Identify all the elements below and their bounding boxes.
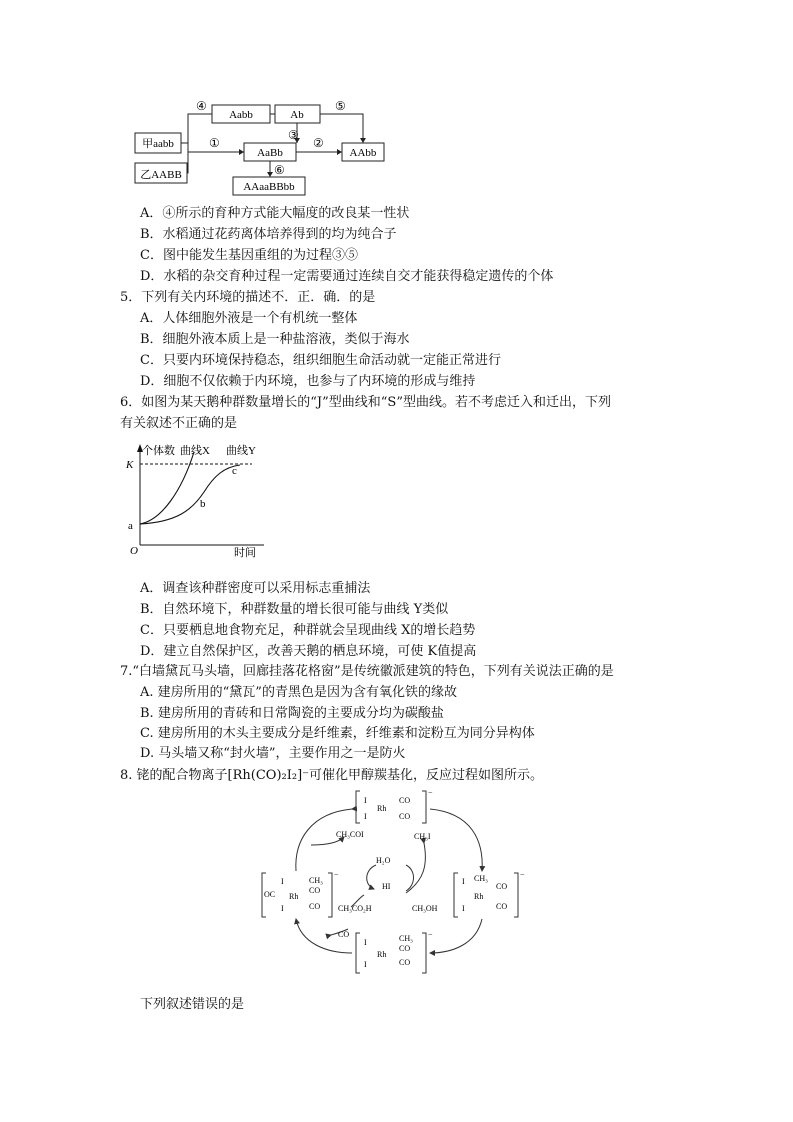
graph-xlabel: 时间 — [234, 547, 256, 559]
q4-option-c: C．图中能发生基因重组的为过程③⑤ — [140, 248, 358, 263]
svg-text:Rh: Rh — [377, 804, 387, 813]
graph-b-label: b — [200, 498, 206, 510]
q6-option-b: B．自然环境下，种群数量的增长很可能与曲线 Y类似 — [140, 602, 449, 617]
step-1: ① — [209, 136, 220, 150]
svg-text:CO: CO — [496, 902, 508, 911]
graph-curve-x-label: 曲线X — [180, 445, 210, 457]
step-6: ⑥ — [274, 163, 285, 177]
svg-text:Rh: Rh — [474, 892, 484, 901]
node-parent-a: 甲aabb — [142, 138, 174, 150]
q5-option-c: C．只要内环境保持稳态，组织细胞生命活动就一定能正常进行 — [140, 353, 501, 368]
node-aabb-right: AAbb — [349, 147, 377, 159]
q4-option-d: D．水稻的杂交育种过程一定需要通过连续自交才能获得稳定遗传的个体 — [140, 269, 554, 284]
step-5: ⑤ — [335, 99, 346, 113]
species-ch3coi: CH₃COI — [336, 830, 364, 839]
svg-text:I: I — [364, 796, 367, 805]
graph-c-label: c — [232, 465, 237, 477]
step-3: ③ — [288, 128, 299, 142]
breeding-diagram — [130, 95, 390, 200]
node-poly: AAaaBBbb — [243, 181, 295, 193]
svg-text:CO: CO — [399, 796, 411, 805]
svg-text:CO: CO — [399, 812, 411, 821]
q6-option-c: C．只要栖息地食物充足，种群就会呈现曲线 X的增长趋势 — [140, 623, 476, 638]
graph-curve-y-label: 曲线Y — [226, 445, 256, 457]
q5-stem: 5．下列有关内环境的描述不．正．确．的是 — [120, 290, 376, 305]
q8-stem: 8. 铑的配合物离子[Rh(CO)₂I₂]⁻可催化甲醇羰基化，反应过程如图所示。 — [120, 768, 544, 783]
svg-text:CO: CO — [309, 902, 321, 911]
population-growth-graph — [122, 440, 272, 560]
graph-origin-label: O — [130, 545, 138, 557]
species-hi: HI — [382, 882, 391, 891]
svg-text:Rh: Rh — [289, 892, 299, 901]
svg-text:CO: CO — [399, 958, 411, 967]
svg-text:−: − — [520, 870, 525, 879]
species-ch3co2h: CH₃CO₂H — [338, 904, 372, 913]
species-ch3oh: CH₃OH — [412, 904, 438, 913]
complex-right — [454, 870, 525, 917]
q5-option-a: A．人体细胞外液是一个有机统一整体 — [140, 311, 358, 326]
svg-text:OC: OC — [264, 890, 276, 899]
svg-text:−: − — [428, 930, 433, 939]
svg-text:I: I — [364, 812, 367, 821]
graph-a-label: a — [128, 520, 133, 532]
svg-text:CH₃: CH₃ — [309, 876, 323, 885]
q7-option-d: D. 马头墙又称“封火墙”，主要作用之一是防火 — [140, 746, 406, 761]
q5-option-d: D．细胞不仅依赖于内环境，也参与了内环境的形成与维持 — [140, 374, 476, 389]
node-aabb-mid: AaBb — [257, 147, 283, 159]
node-aabb-top: Aabb — [229, 109, 253, 121]
svg-text:−: − — [428, 788, 433, 797]
q6-stem-line2: 有关叙述不正确的是 — [120, 416, 238, 431]
species-co: CO — [338, 930, 350, 939]
svg-text:CO: CO — [399, 944, 411, 953]
q7-option-c: C. 建房所用的木头主要成分是纤维素，纤维素和淀粉互为同分异构体 — [140, 726, 535, 741]
svg-text:CH₃: CH₃ — [474, 874, 488, 883]
q7-option-a: A. 建房所用的“黛瓦”的青黑色是因为含有氧化铁的缘故 — [140, 685, 457, 700]
graph-k-label: K — [126, 459, 134, 471]
q4-option-b: B．水稻通过花药离体培养得到的均为纯合子 — [140, 227, 397, 242]
catalytic-cycle-diagram — [256, 785, 536, 980]
complex-bottom — [356, 930, 433, 973]
node-parent-b: 乙AABB — [140, 169, 182, 181]
q6-option-d: D．建立自然保护区，改善天鹅的栖息环境，可使 K值提高 — [140, 644, 477, 659]
svg-text:Rh: Rh — [377, 950, 387, 959]
svg-text:I: I — [462, 904, 465, 913]
q4-option-a: A．④所示的育种方式能大幅度的改良某一性状 — [140, 206, 410, 221]
svg-text:I: I — [462, 877, 465, 886]
graph-ylabel: 个体数 — [142, 445, 175, 457]
species-ch3i: CH₃I — [414, 832, 431, 841]
svg-text:CH₃: CH₃ — [399, 934, 413, 943]
q8-followup: 下列叙述错误的是 — [140, 997, 245, 1012]
svg-text:CO: CO — [496, 882, 508, 891]
svg-text:I: I — [364, 960, 367, 969]
q6-stem-line1: 6．如图为某天鹅种群数量增长的“J”型曲线和“S”型曲线。若不考虑迁入和迁出，下列 — [120, 395, 611, 410]
species-h2o: H₂O — [376, 856, 391, 865]
step-4: ④ — [196, 99, 207, 113]
step-2: ② — [313, 136, 324, 150]
q6-option-a: A．调查该种群密度可以采用标志重捕法 — [140, 581, 371, 596]
svg-text:−: − — [334, 870, 339, 879]
complex-top — [356, 788, 433, 823]
complex-left — [262, 870, 339, 917]
q7-option-b: B. 建房所用的青砖和日常陶瓷的主要成分均为碳酸盐 — [140, 706, 444, 721]
q7-stem: 7.“白墙黛瓦马头墙，回廊挂落花格窗”是传统徽派建筑的特色，下列有关说法正确的是 — [120, 664, 614, 679]
svg-text:I: I — [281, 877, 284, 886]
svg-text:I: I — [281, 904, 284, 913]
q5-option-b: B．细胞外液本质上是一种盐溶液，类似于海水 — [140, 332, 410, 347]
svg-text:CO: CO — [309, 886, 321, 895]
node-ab: Ab — [290, 109, 304, 121]
svg-text:I: I — [364, 938, 367, 947]
